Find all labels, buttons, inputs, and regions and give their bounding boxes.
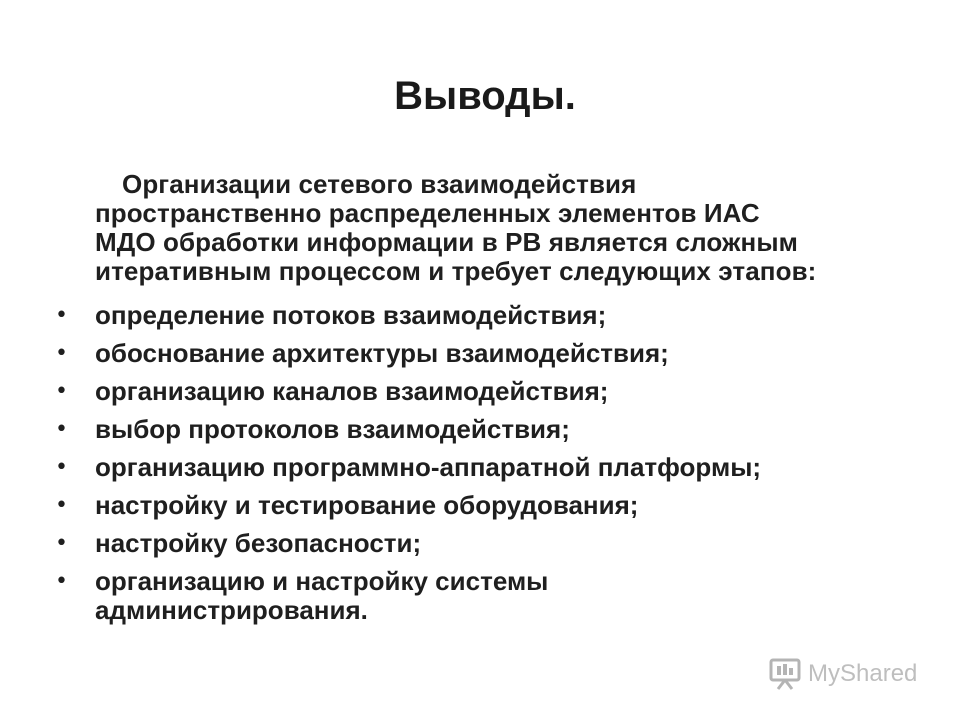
list-item <box>0 453 900 482</box>
intro-line: Организации сетевого взаимодействия <box>122 169 637 199</box>
bullet-icon: • <box>55 493 68 518</box>
presentation-board-icon <box>768 657 802 691</box>
steps-list <box>0 301 900 634</box>
list-item <box>0 301 900 330</box>
list-item <box>0 415 900 444</box>
intro-paragraph <box>95 170 895 286</box>
intro-line: пространственно распределенных элементов ИАС <box>95 198 760 228</box>
list-item-text: настройку и тестирование оборудования; <box>95 490 639 520</box>
intro-line: итеративным процессом и требует следующих этапов: <box>95 256 817 286</box>
bullet-icon: • <box>55 455 68 480</box>
list-item-text: организацию программно-аппаратной платформы; <box>95 452 762 482</box>
bullet-icon: • <box>55 531 68 556</box>
bullet-icon: • <box>55 417 68 442</box>
list-item <box>0 377 900 406</box>
bullet-icon: • <box>55 569 68 594</box>
slide-title: Выводы. <box>394 74 576 118</box>
list-item-text: выбор протоколов взаимодействия; <box>95 414 570 444</box>
intro-line: МДО обработки информации в РВ является сложным <box>95 227 798 257</box>
list-item <box>0 339 900 368</box>
list-item-text: настройку безопасности; <box>95 528 422 558</box>
list-item-text: определение потоков взаимодействия; <box>95 300 607 330</box>
bullet-icon: • <box>55 303 68 328</box>
watermark-text: MyShared <box>808 660 918 687</box>
list-item-text: организацию каналов взаимодействия; <box>95 376 609 406</box>
list-item-text: организацию и настройку системы <box>95 566 549 596</box>
list-item <box>0 491 900 520</box>
watermark-logo[interactable] <box>768 656 917 692</box>
list-item <box>0 529 900 558</box>
bullet-icon: • <box>55 379 68 404</box>
list-item <box>0 567 900 625</box>
list-item-text: администрирования. <box>95 595 368 625</box>
list-item-text: обоснование архитектуры взаимодействия; <box>95 338 669 368</box>
bullet-icon: • <box>55 341 68 366</box>
